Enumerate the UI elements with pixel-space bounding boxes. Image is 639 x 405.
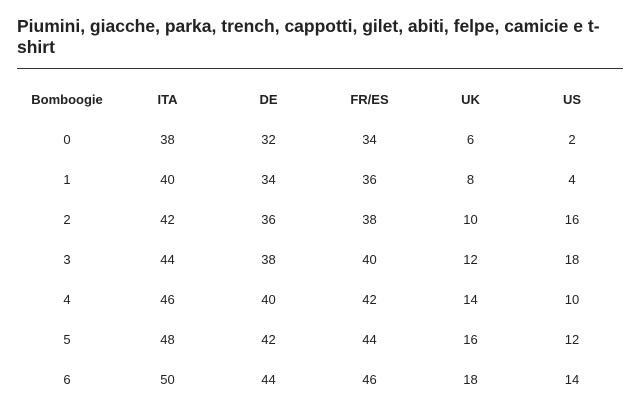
table-cell: 8 (466, 171, 475, 187)
table-cell: 46 (160, 291, 175, 307)
table-cell: 16 (463, 331, 478, 347)
table-cell: 34 (362, 131, 377, 147)
table-cell: 14 (463, 291, 478, 307)
table-cell: 48 (160, 331, 175, 347)
table-cell: 44 (261, 371, 276, 387)
table-cell: 42 (160, 211, 175, 227)
table-cell: 6 (466, 131, 475, 147)
table-cell: 46 (362, 371, 377, 387)
header-bomboogie: Bomboogie (31, 91, 103, 107)
table-cell: 5 (63, 331, 71, 347)
table-cell: 18 (564, 251, 580, 267)
table-cell: 4 (568, 171, 576, 187)
table-cell: 12 (564, 331, 580, 347)
table-cell: 16 (564, 211, 580, 227)
table-cell: 38 (362, 211, 377, 227)
table-header-row (17, 79, 623, 119)
table-cell: 38 (261, 251, 276, 267)
table-row (17, 199, 623, 239)
table-row (17, 279, 623, 319)
table-row (17, 359, 623, 399)
table-cell: 10 (564, 291, 580, 307)
table-cell: 12 (463, 251, 478, 267)
table-cell: 40 (362, 251, 377, 267)
table-cell: 18 (463, 371, 478, 387)
table-row (17, 159, 623, 199)
table-cell: 36 (362, 171, 377, 187)
table-row (17, 119, 623, 159)
table-cell: 50 (160, 371, 175, 387)
table-cell: 36 (261, 211, 276, 227)
table-cell: 4 (63, 291, 71, 307)
table-cell: 44 (362, 331, 377, 347)
table-cell: 44 (160, 251, 175, 267)
table-cell: 40 (261, 291, 276, 307)
table-cell: 42 (261, 331, 276, 347)
title-divider (17, 68, 623, 69)
table-cell: 2 (63, 211, 71, 227)
table-row (17, 239, 623, 279)
table-cell: 38 (160, 131, 175, 147)
table-cell: 40 (160, 171, 175, 187)
header-fr-es: FR/ES (350, 91, 389, 107)
header-us: US (562, 91, 582, 107)
table-cell: 6 (63, 371, 71, 387)
header-ita: ITA (157, 91, 178, 107)
header-de: DE (259, 91, 278, 107)
size-conversion-table (17, 79, 623, 399)
table-row (17, 319, 623, 359)
table-cell: 32 (261, 131, 276, 147)
table-cell: 1 (63, 171, 71, 187)
table-cell: 10 (463, 211, 478, 227)
table-cell: 3 (63, 251, 71, 267)
table-cell: 14 (564, 371, 580, 387)
table-cell: 42 (362, 291, 377, 307)
table-cell: 2 (568, 131, 576, 147)
table-cell: 34 (261, 171, 276, 187)
page-title: Piumini, giacche, parka, trench, cappotti, gilet, abiti, felpe, camicie e t-shirt (17, 16, 600, 57)
header-uk: UK (461, 91, 480, 107)
table-cell: 0 (63, 131, 71, 147)
